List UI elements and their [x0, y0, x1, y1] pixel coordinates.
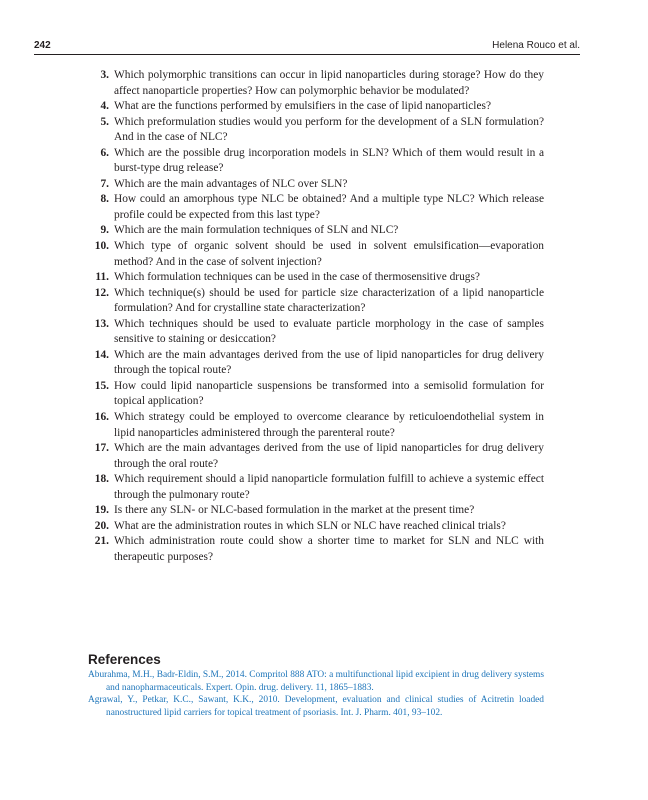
question-number: 6. [100, 146, 109, 159]
reference-item[interactable]: Aburahma, M.H., Badr-Eldin, S.M., 2014. Compritol 888 ATO: a multifunctional lipid excipient in drug delivery systems and nanopharmaceuticals. Expert. Opin. drug. delivery. 11, 1865–1883. [88, 670, 544, 693]
question-item [80, 472, 544, 503]
question-text: Which type of organic solvent should be used in solvent emulsification—evaporation method? And in the case of solvent injection? [114, 240, 544, 268]
question-item [80, 286, 544, 317]
page-number: 242 [34, 40, 51, 51]
question-text: Which are the main advantages derived from the use of lipid nanoparticles for drug delivery through the oral route? [114, 442, 544, 470]
question-number: 18. [94, 473, 109, 486]
running-head: Helena Rouco et al. [492, 40, 580, 51]
question-text: Which administration route could show a shorter time to market for SLN and NLC with therapeutic purposes? [114, 535, 544, 563]
question-item [80, 192, 544, 223]
references-heading: References [88, 652, 161, 667]
question-text: What are the administration routes in which SLN or NLC have reached clinical trials? [114, 519, 506, 532]
question-item [80, 270, 544, 286]
page-header [34, 40, 580, 54]
question-number: 4. [100, 100, 109, 113]
question-number: 21. [94, 535, 109, 548]
question-item [80, 317, 544, 348]
question-item [80, 348, 544, 379]
header-rule [34, 54, 580, 55]
question-number: 12. [94, 286, 109, 299]
question-number: 11. [95, 271, 109, 284]
question-text: Which are the main advantages derived from the use of lipid nanoparticles for drug delivery through the topical route? [114, 348, 544, 377]
question-number: 10. [94, 240, 109, 253]
question-item [80, 223, 544, 239]
reference-item[interactable]: Agrawal, Y., Petkar, K.C., Sawant, K.K., 2010. Development, evaluation and clinical studies of Acitretin loaded nanostructured lipid carriers for topical treatment of psoriasis. Int. J. Pharm. 401, 93–102. [88, 695, 544, 718]
question-number: 9. [100, 224, 109, 237]
question-item [80, 115, 544, 146]
question-item [80, 441, 544, 472]
question-number: 7. [100, 177, 109, 190]
question-item [80, 68, 544, 99]
question-text: Which are the main formulation techniques of SLN and NLC? [114, 224, 399, 237]
question-text: Which are the main advantages of NLC over SLN? [114, 177, 348, 190]
question-item [80, 534, 544, 565]
question-text: How could an amorphous type NLC be obtained? And a multiple type NLC? Which release profile could be expected from this last type? [114, 193, 544, 221]
question-number: 14. [94, 348, 109, 361]
question-number: 13. [94, 317, 109, 330]
question-number: 3. [100, 69, 109, 81]
question-text: What are the functions performed by emulsifiers in the case of lipid nanoparticles? [114, 100, 492, 113]
question-item [80, 146, 544, 177]
question-item [80, 503, 544, 519]
question-number: 16. [94, 411, 109, 424]
question-text: Which requirement should a lipid nanoparticle formulation fulfill to achieve a systemic effect through the pulmonary route? [114, 473, 544, 501]
question-number: 15. [94, 379, 109, 392]
question-item [80, 239, 544, 270]
question-text: Which technique(s) should be used for particle size characterization of a lipid nanoparticle formulation? And for crystalline state characterization? [114, 286, 544, 315]
question-text: How could lipid nanoparticle suspensions be transformed into a semisolid formulation for topical application? [114, 379, 544, 408]
question-number: 20. [94, 519, 109, 532]
question-text: Is there any SLN- or NLC-based formulation in the market at the present time? [114, 504, 475, 517]
question-item [80, 519, 544, 535]
question-item [80, 177, 544, 193]
question-number: 19. [94, 504, 109, 517]
question-number: 17. [94, 442, 109, 455]
question-text: Which strategy could be employed to overcome clearance by reticuloendothelial system in lipid nanoparticles administered through the parenteral route? [114, 411, 544, 439]
question-list [80, 68, 544, 566]
question-text: Which polymorphic transitions can occur in lipid nanoparticles during storage? How do they affect nanoparticle properties? How can polymorphic behavior be modulated? [114, 69, 544, 97]
question-text: Which techniques should be used to evaluate particle morphology in the case of samples sensitive to staining or desiccation? [114, 317, 544, 346]
question-text: Which formulation techniques can be used in the case of thermosensitive drugs? [114, 271, 480, 284]
question-text: Which preformulation studies would you perform for the development of a SLN formulation? And in the case of NLC? [114, 115, 544, 144]
question-item [80, 410, 544, 441]
question-number: 8. [100, 193, 109, 206]
question-item [80, 379, 544, 410]
reference-list [88, 669, 544, 719]
question-text: Which are the possible drug incorporation models in SLN? Which of them would result in a burst-type drug release? [114, 146, 544, 175]
question-number: 5. [100, 115, 109, 128]
question-item [80, 99, 544, 115]
